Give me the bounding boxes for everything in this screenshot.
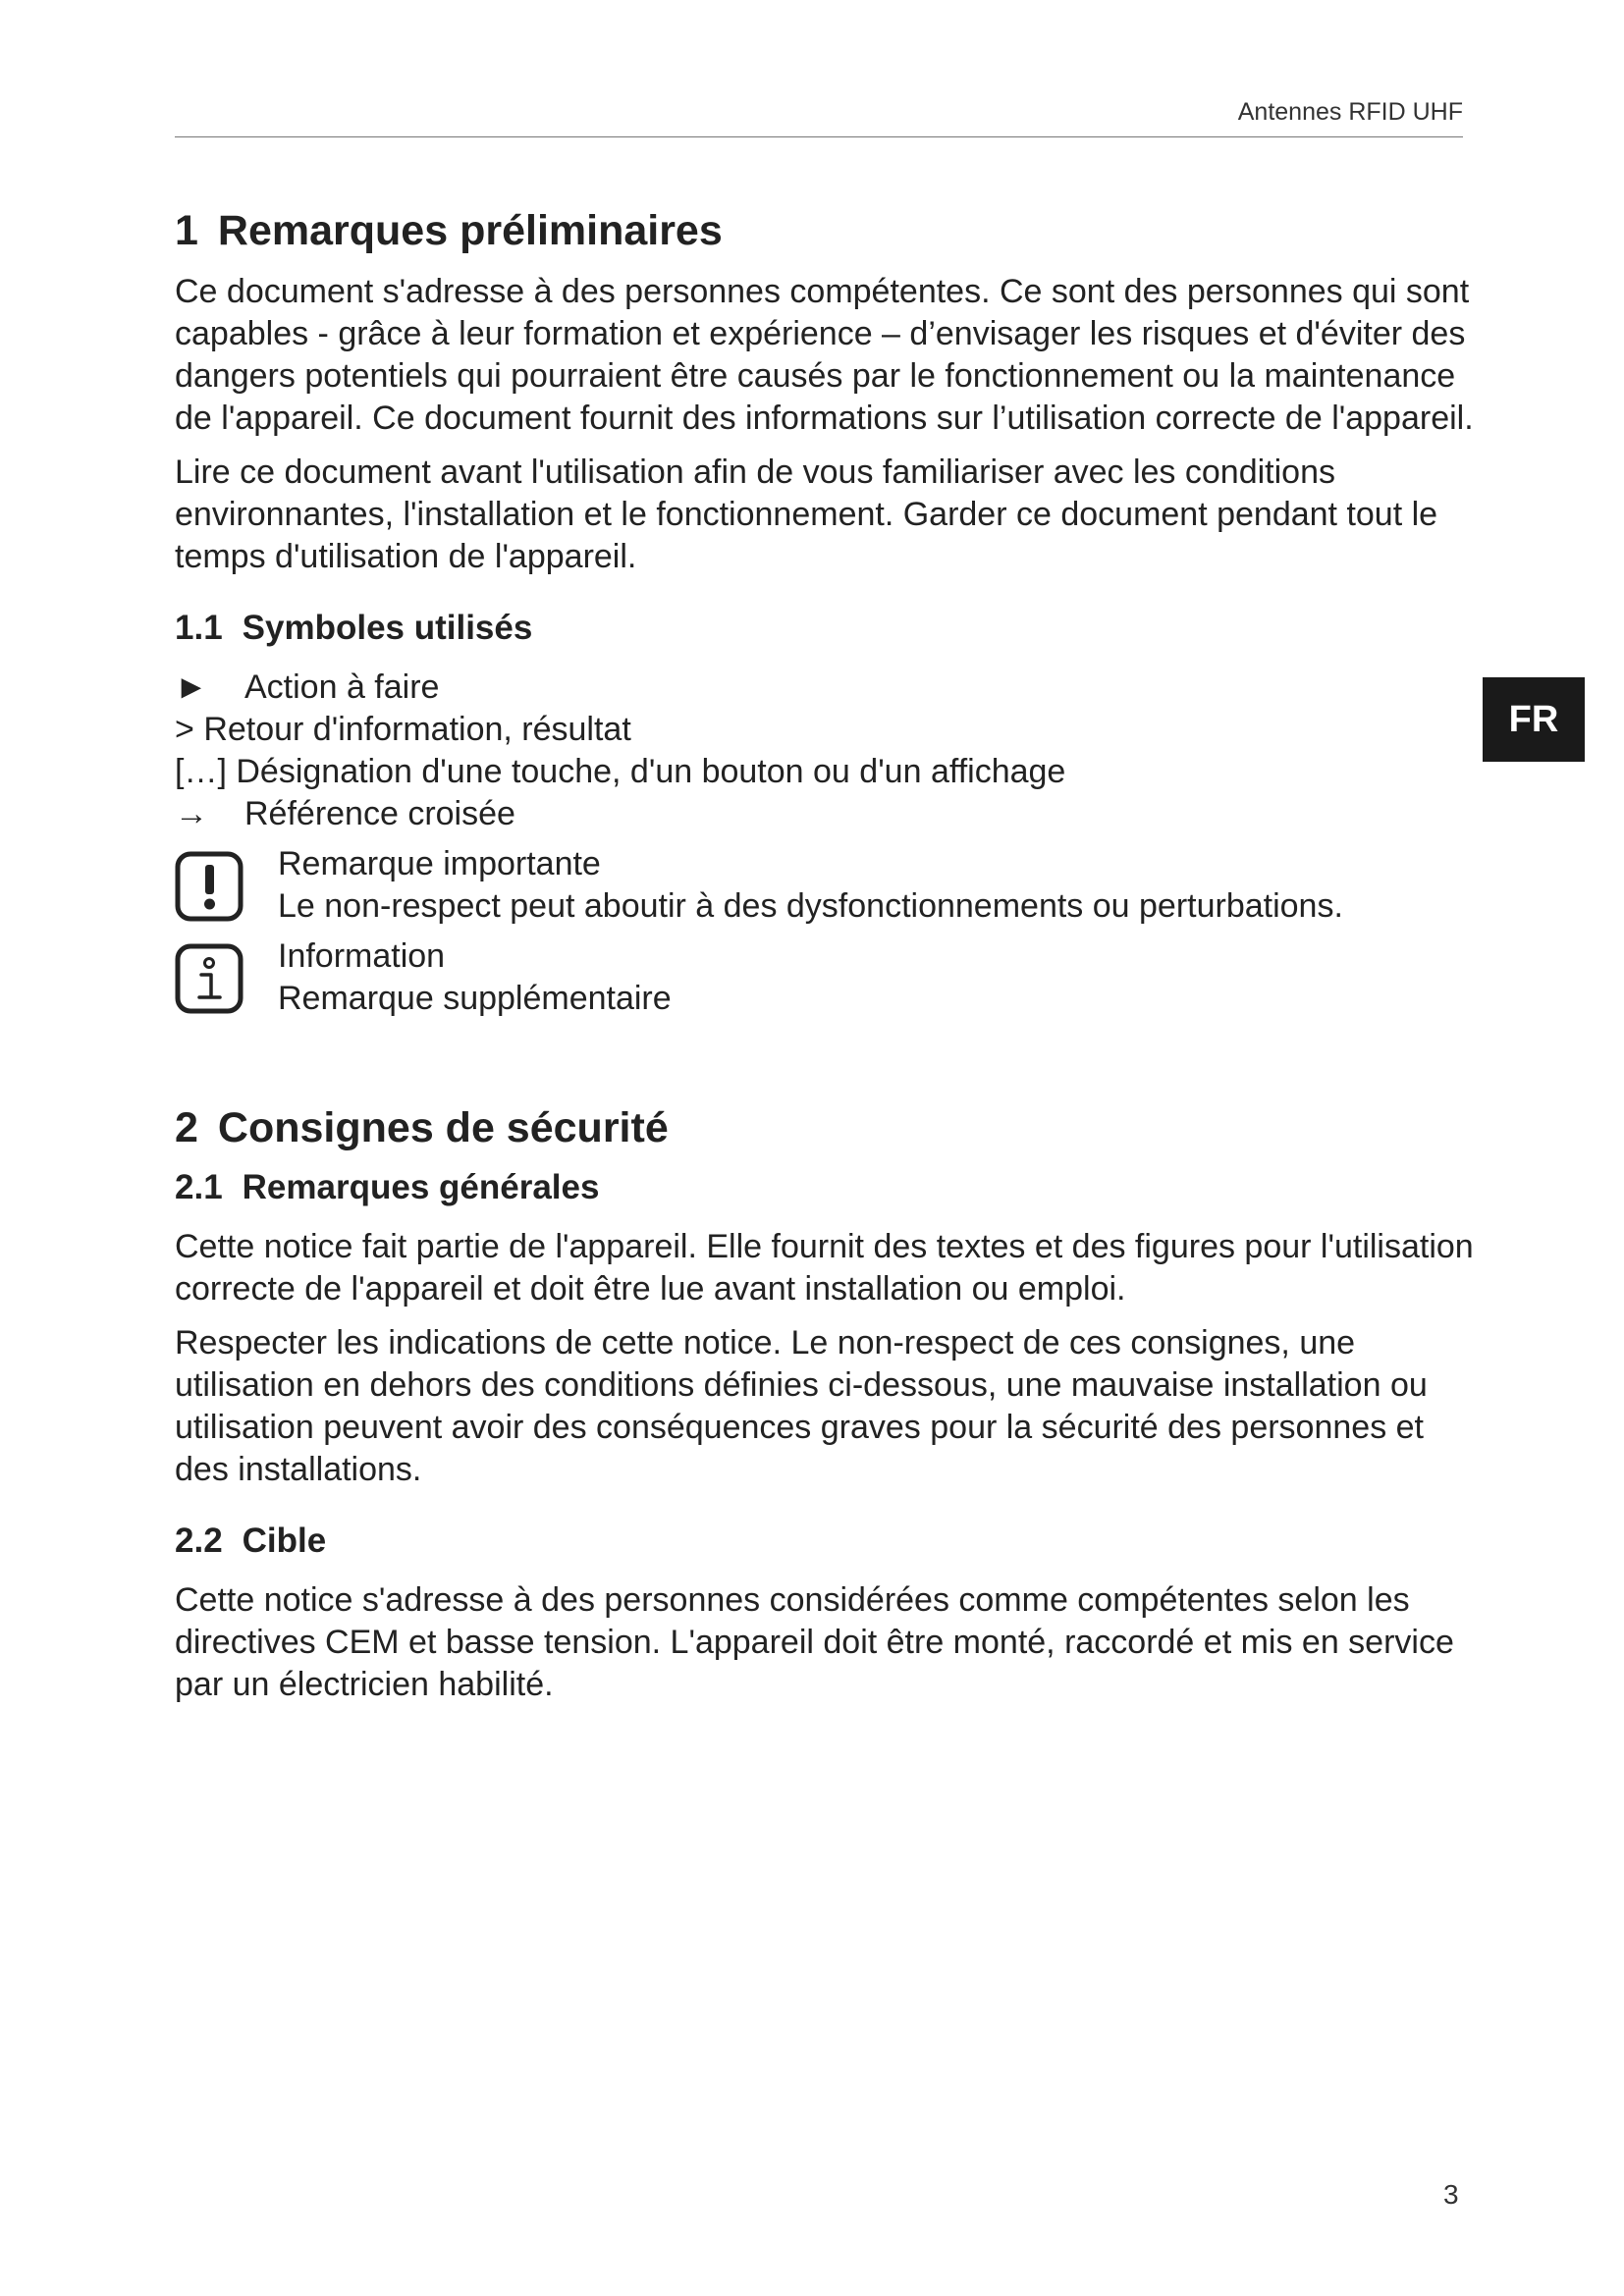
warning-exclamation-icon bbox=[175, 843, 278, 928]
subsection-title: Remarques générales bbox=[242, 1168, 600, 1207]
symbol-mark: > bbox=[175, 710, 194, 748]
note-important bbox=[175, 843, 1481, 928]
subsection-title: Symboles utilisés bbox=[242, 608, 533, 647]
paragraph: Lire ce document avant l'utilisation afin de vous familiariser avec les conditions environnantes, l'installation et le fonctionnement. Garder ce document pendant tout le temps d'utilisation de l'appareil. bbox=[175, 453, 1438, 575]
symbol-mark: ► bbox=[175, 667, 208, 706]
note-title: Remarque importante bbox=[278, 844, 601, 882]
symbol-item-designation bbox=[175, 751, 1481, 793]
section-spacer bbox=[175, 1020, 1481, 1103]
running-header-title: Antennes RFID UHF bbox=[1237, 98, 1463, 126]
paragraph: Ce document s'adresse à des personnes compétentes. Ce sont des personnes qui sont capables - grâce à leur formation et expérience – d’envisager les risques et d'éviter des dangers potentiels qui pourraient être causés par le fonctionnement ou la maintenance de l'appareil. Ce document fournit des informations sur l’utilisation correcte de l'appareil. bbox=[175, 272, 1474, 437]
paragraph: Cette notice fait partie de l'appareil. Elle fournit des textes et des figures pour l'utilisation correcte de l'appareil et doit être lue avant installation ou emploi. bbox=[175, 1228, 1474, 1308]
symbol-item-result bbox=[175, 709, 1481, 751]
subsection-number: 2.1 bbox=[175, 1168, 223, 1207]
paragraph: Cette notice s'adresse à des personnes considérées comme compétentes selon les directives CEM et basse tension. L'appareil doit être monté, raccordé et mis en service par un électricien habilité. bbox=[175, 1581, 1454, 1704]
header-rule bbox=[175, 136, 1463, 137]
section-1-heading bbox=[175, 206, 1481, 257]
section-title: Consignes de sécurité bbox=[217, 1103, 669, 1151]
info-icon bbox=[175, 935, 278, 1020]
page-number: 3 bbox=[1443, 2179, 1459, 2210]
note-text: Le non-respect peut aboutir à des dysfonctionnements ou perturbations. bbox=[278, 886, 1343, 925]
subsection-number: 2.2 bbox=[175, 1522, 223, 1561]
symbol-item-cross-reference bbox=[175, 793, 1481, 835]
subsection-number: 1.1 bbox=[175, 608, 223, 647]
symbol-item-action bbox=[175, 667, 1481, 709]
subsection-2-2-heading bbox=[175, 1521, 1481, 1562]
subsection-1-1-heading bbox=[175, 608, 1481, 649]
note-title: Information bbox=[278, 936, 446, 975]
note-body bbox=[278, 935, 672, 1020]
section-title: Remarques préliminaires bbox=[217, 207, 723, 254]
page-content bbox=[175, 206, 1481, 1718]
section-2-heading bbox=[175, 1103, 1481, 1154]
symbol-text: Désignation d'une touche, d'un bouton ou d'un affichage bbox=[236, 752, 1066, 790]
symbol-text: Référence croisée bbox=[244, 794, 515, 832]
symbol-text: Action à faire bbox=[244, 667, 440, 706]
section-number: 2 bbox=[175, 1103, 198, 1151]
note-information bbox=[175, 935, 1481, 1020]
subsection-2-1-heading bbox=[175, 1167, 1481, 1208]
symbol-text: Retour d'information, résultat bbox=[203, 710, 631, 748]
subsection-title: Cible bbox=[242, 1522, 327, 1561]
section-number: 1 bbox=[175, 207, 198, 254]
language-tab: FR bbox=[1483, 677, 1585, 762]
paragraph: Respecter les indications de cette notice. Le non-respect de ces consignes, une utilisation en dehors des conditions définies ci-dessous, une mauvaise installation ou utilisation peuvent avoir des conséquences graves pour la sécurité des personnes et des installations. bbox=[175, 1324, 1428, 1489]
symbol-mark: […] bbox=[175, 752, 227, 790]
note-body bbox=[278, 843, 1343, 928]
note-text: Remarque supplémentaire bbox=[278, 979, 672, 1017]
symbol-mark: → bbox=[175, 794, 208, 832]
